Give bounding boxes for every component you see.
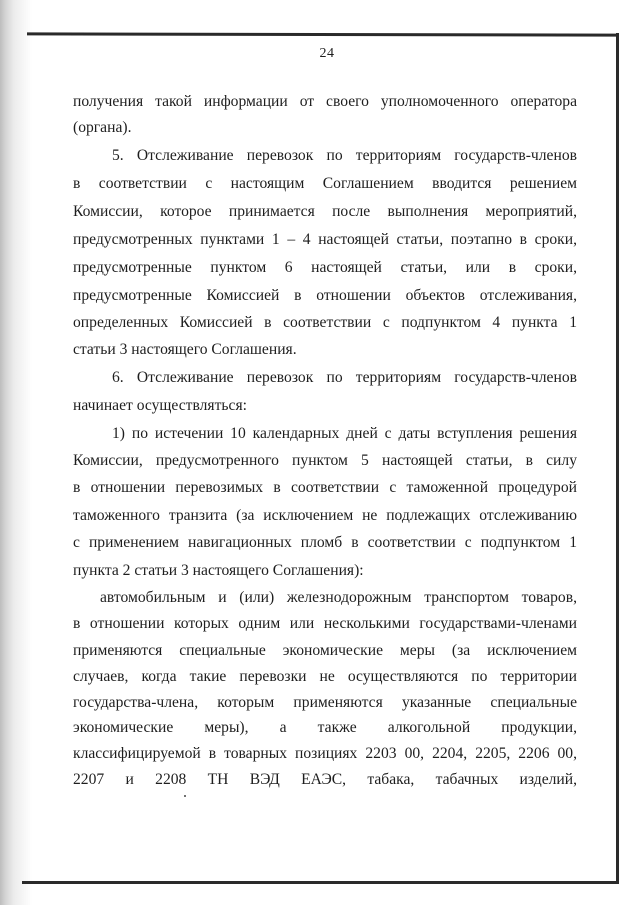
page-border-top — [27, 32, 617, 36]
text-line: экономические меры), а также алкогольной продукции, — [73, 719, 577, 736]
text-line: Комиссии, предусмотренного пунктом 5 настоящей статьи, в силу — [73, 452, 577, 469]
text-line: государства-члена, которым применяются указанные специальные — [73, 694, 577, 711]
subparagraph-1-start: 1) по истечении 10 календарных дней с даты вступления решения — [112, 425, 577, 442]
scan-left-shadow — [0, 0, 32, 905]
scan-speck — [184, 795, 186, 797]
text-line: предусмотренные пунктом 6 настоящей статьи, или в сроки, — [73, 259, 577, 276]
paragraph-6-start: 6. Отслеживание перевозок по территориям государств-членов — [112, 369, 577, 386]
text-line: с применением навигационных пломб в соответствии с подпунктом 1 — [73, 534, 577, 551]
page-border-right — [616, 33, 619, 884]
page-border-bottom — [22, 881, 618, 884]
text-line: пункта 2 статьи 3 настоящего Соглашения): — [73, 562, 364, 579]
text-line: в отношении перевозимых в соответствии с таможенной процедурой — [73, 479, 577, 496]
text-line: (органа). — [73, 119, 132, 136]
text-line: применяются специальные экономические меры (за исключением — [73, 642, 577, 659]
text-line: в отношении которых одним или несколькими государствами-членами — [73, 615, 577, 632]
text-line: получения такой информации от своего уполномоченного оператора — [73, 93, 577, 110]
text-line: предусмотренные Комиссией в отношении объектов отслеживания, — [73, 287, 577, 304]
text-line: статьи 3 настоящего Соглашения. — [73, 341, 297, 358]
paragraph-5-start: 5. Отслеживание перевозок по территориям государств-членов — [112, 147, 577, 164]
page-number: 24 — [319, 46, 335, 61]
text-line: случаев, когда такие перевозки не осуществляются по территории — [73, 668, 577, 685]
text-line: в соответствии с настоящим Соглашением вводится решением — [73, 175, 577, 192]
text-line: Комиссии, которое принимается после выполнения мероприятий, — [73, 203, 577, 220]
text-line: 2207 и 2208 ТН ВЭД ЕАЭС, табака, табачных изделий, — [73, 771, 577, 788]
text-line: начинает осуществляться: — [73, 397, 247, 414]
text-line: классифицируемой в товарных позициях 2203 00, 2204, 2205, 2206 00, — [73, 745, 577, 762]
transport-clause-start: автомобильным и (или) железнодорожным транспортом товаров, — [100, 589, 577, 606]
text-line: определенных Комиссией в соответствии с подпунктом 4 пункта 1 — [73, 314, 577, 331]
text-line: таможенного транзита (за исключением не подлежащих отслеживанию — [73, 507, 577, 524]
text-line: предусмотренных пунктами 1 – 4 настоящей статьи, поэтапно в сроки, — [73, 231, 577, 248]
